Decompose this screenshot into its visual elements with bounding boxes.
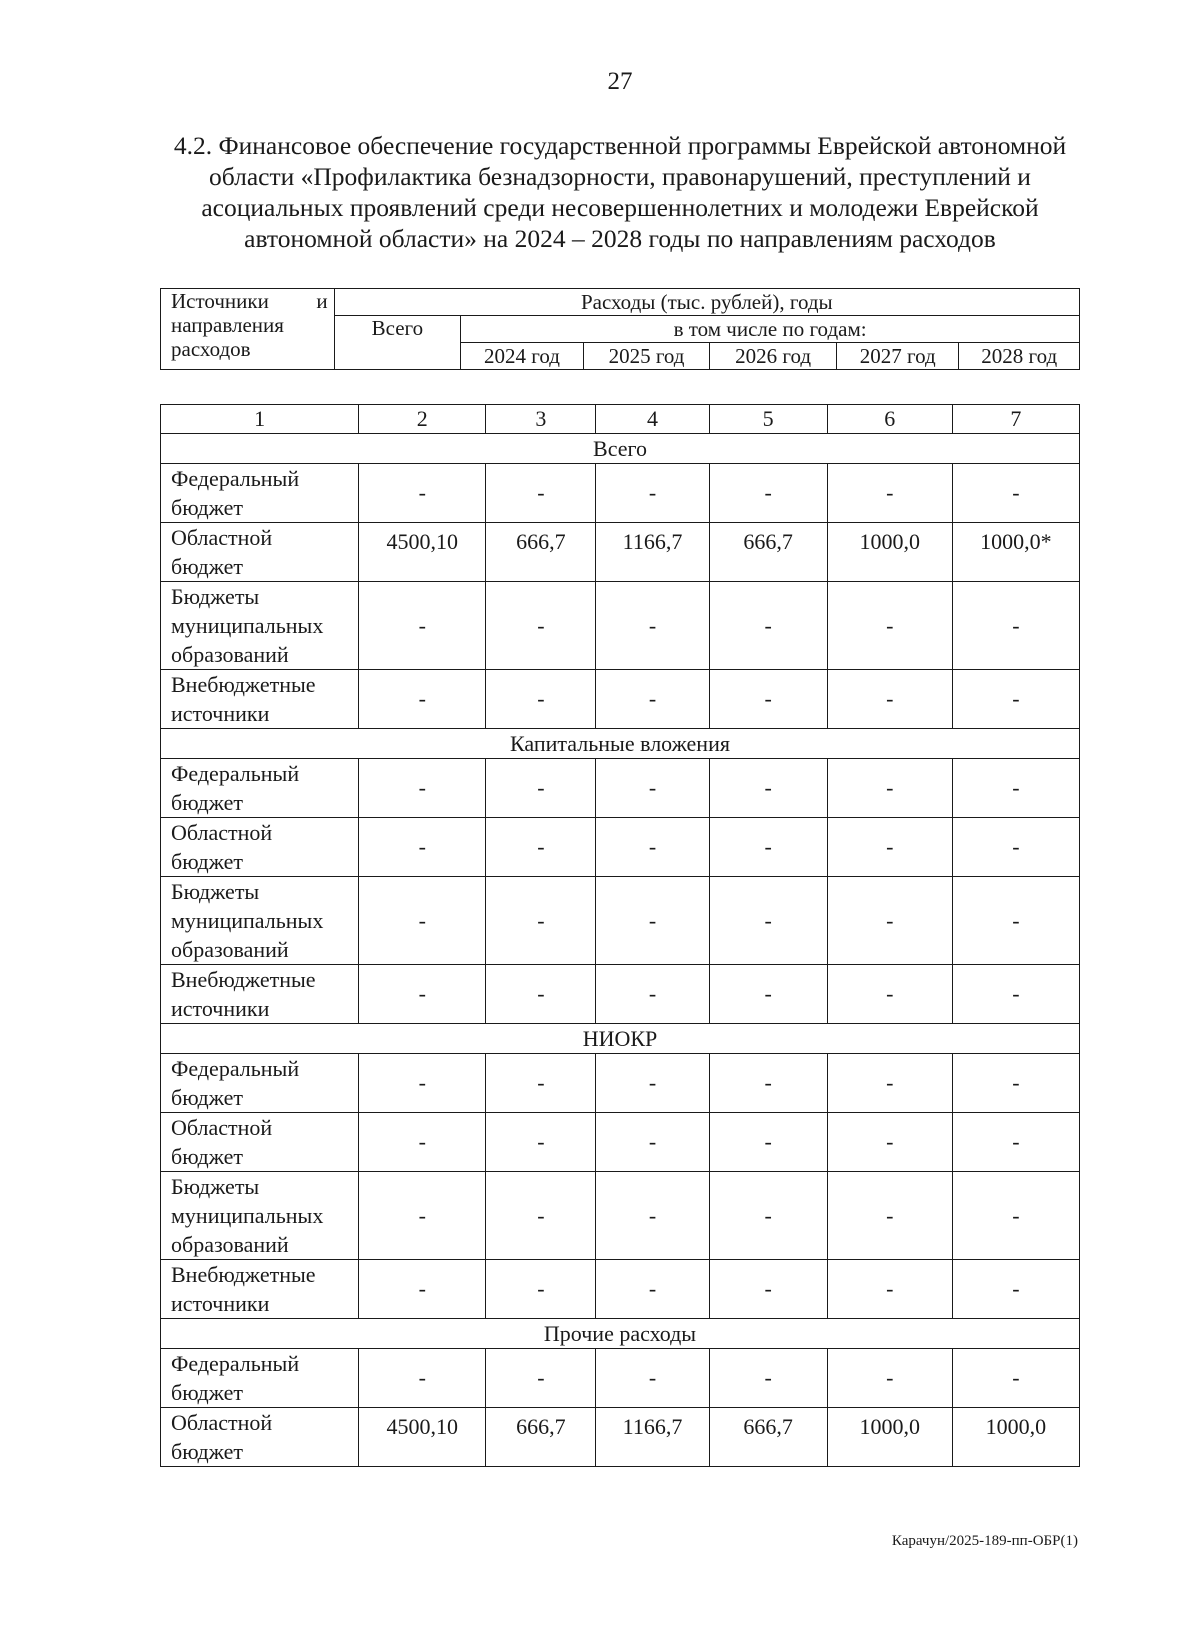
table-cell: - [952,1349,1079,1408]
row-label-line: бюджет [171,554,243,579]
table-cell: - [596,670,709,729]
sources-header-line3: расходов [171,337,251,361]
table-cell: - [359,818,486,877]
table-cell: - [486,582,596,670]
section-row [161,434,1080,464]
row-label [161,670,359,729]
table-cell: - [827,759,952,818]
row-label-line: источники [171,1291,270,1316]
table-cell: - [596,759,709,818]
row-label-line: Федеральный [171,1056,300,1081]
row-label-line: бюджет [171,849,243,874]
year-header: 2026 год [710,343,837,370]
row-label-line: бюджет [171,1085,243,1110]
section-row [161,1024,1080,1054]
column-number: 7 [952,405,1079,434]
expenses-header: Расходы (тыс. рублей), годы [334,289,1079,316]
table-cell: 1166,7 [596,523,709,582]
row-label-line: Бюджеты [171,1174,260,1199]
document-title: 4.2. Финансовое обеспечение государственной программы Еврейской автономной области «Профилактика безнадзорности, правонарушений, преступлений и асоциальных проявлений среди несовершеннолетних и молодежи Еврейской автономной области» на 2024 – 2028 годы по направлениям расходов [173,131,1067,253]
table-cell: - [952,877,1079,965]
row-label-line: образований [171,937,289,962]
table-cell: - [359,759,486,818]
row-label [161,1054,359,1113]
table-cell: - [486,818,596,877]
table-cell: - [596,818,709,877]
table-cell: 4500,10 [359,1408,486,1467]
table-cell: - [827,965,952,1024]
table-cell: - [709,1349,827,1408]
table-cell: - [952,1260,1079,1319]
year-header: 2028 год [959,343,1080,370]
row-label [161,965,359,1024]
row-label [161,1260,359,1319]
table-cell: - [596,1260,709,1319]
table-cell: - [952,464,1079,523]
table-cell: - [827,1054,952,1113]
table-cell: - [709,1054,827,1113]
table-cell: - [709,759,827,818]
row-label-line: Областной [171,1115,273,1140]
table-cell: - [486,1172,596,1260]
table-cell: - [952,582,1079,670]
table-cell: - [486,877,596,965]
table-cell: - [359,1113,486,1172]
table-cell: - [359,877,486,965]
section-row [161,1319,1080,1349]
row-label-line: муниципальных [171,1203,324,1228]
row-label-line: муниципальных [171,613,324,638]
column-number: 4 [596,405,709,434]
table-cell: - [709,1172,827,1260]
by-years-header: в том числе по годам: [461,316,1080,343]
row-label-line: источники [171,701,270,726]
row-label-line: бюджет [171,1144,243,1169]
table-row [161,1408,1080,1467]
table-cell: - [486,464,596,523]
table-cell: - [596,1349,709,1408]
sources-header-line1: Источники [171,289,269,313]
row-label [161,1408,359,1467]
table-cell: - [359,1349,486,1408]
document-code: Карачун/2025-189-пп-ОБР(1) [891,1533,1078,1549]
table-row [161,670,1080,729]
table-cell: - [827,1349,952,1408]
row-label-line: бюджет [171,1380,243,1405]
row-label-line: бюджет [171,790,243,815]
table-row [161,877,1080,965]
table-cell: 666,7 [486,1408,596,1467]
row-label-line: Федеральный [171,761,300,786]
table-cell: - [952,670,1079,729]
table-row [161,1349,1080,1408]
year-header: 2024 год [461,343,584,370]
table-cell: - [486,1349,596,1408]
row-label [161,759,359,818]
column-number: 6 [827,405,952,434]
table-cell: 1166,7 [596,1408,709,1467]
table-cell: - [359,965,486,1024]
table-cell: - [359,1054,486,1113]
table-cell: - [709,582,827,670]
sources-header-line2: направления [171,313,284,337]
section-title: Прочие расходы [161,1319,1080,1349]
table-cell: 1000,0 [952,1408,1079,1467]
column-numbers-row [161,405,1080,434]
row-label [161,1349,359,1408]
table-cell: - [486,759,596,818]
row-label-line: Бюджеты [171,879,260,904]
table-row [161,1054,1080,1113]
table-cell: - [596,582,709,670]
row-label-line: Федеральный [171,1351,300,1376]
table-cell: 1000,0 [827,523,952,582]
row-label-line: Внебюджетные [171,672,316,697]
section-title: Всего [161,434,1080,464]
row-label-line: источники [171,996,270,1021]
table-cell: - [359,670,486,729]
page-number: 27 [607,68,633,95]
year-header: 2027 год [836,343,959,370]
table-cell: - [952,965,1079,1024]
row-label [161,464,359,523]
row-label-line: бюджет [171,1439,243,1464]
table-cell: - [709,818,827,877]
table-cell: - [709,670,827,729]
table-row [161,1113,1080,1172]
sources-header-line1-tail: и [316,289,328,313]
section-title: НИОКР [161,1024,1080,1054]
table-row [161,818,1080,877]
table-cell: - [827,464,952,523]
table-cell: - [596,965,709,1024]
column-number: 5 [709,405,827,434]
financing-table [160,404,1080,1467]
table-cell: - [952,1172,1079,1260]
row-label-line: Областной [171,820,273,845]
table-cell: - [486,1260,596,1319]
row-label-line: образований [171,642,289,667]
table-row [161,1172,1080,1260]
row-label [161,523,359,582]
table-cell: - [596,464,709,523]
year-header: 2025 год [583,343,710,370]
table-cell: 1000,0* [952,523,1079,582]
section-title: Капитальные вложения [161,729,1080,759]
table-cell: 666,7 [709,523,827,582]
row-label [161,582,359,670]
column-number: 2 [359,405,486,434]
table-cell: - [359,1172,486,1260]
table-row [161,965,1080,1024]
table-cell: - [827,1113,952,1172]
table-cell: - [952,1113,1079,1172]
table-cell: 666,7 [486,523,596,582]
table-cell: - [952,1054,1079,1113]
row-label-line: Областной [171,525,273,550]
table-row [161,582,1080,670]
table-cell: - [709,464,827,523]
table-row [161,759,1080,818]
row-label-line: образований [171,1232,289,1257]
table-cell: - [709,877,827,965]
row-label-line: Внебюджетные [171,1262,316,1287]
table-cell: - [709,1113,827,1172]
row-label-line: муниципальных [171,908,324,933]
table-cell: - [486,965,596,1024]
table-cell: - [596,1113,709,1172]
row-label [161,1113,359,1172]
table-cell: - [827,818,952,877]
table-cell: - [827,1172,952,1260]
row-label-line: Федеральный [171,466,300,491]
table-header [160,288,1080,370]
table-row [161,523,1080,582]
table-cell: - [359,1260,486,1319]
table-cell: - [952,818,1079,877]
row-label [161,877,359,965]
row-label-line: Внебюджетные [171,967,316,992]
table-cell: - [486,1113,596,1172]
table-cell: - [827,877,952,965]
table-cell: 1000,0 [827,1408,952,1467]
row-label-line: Бюджеты [171,584,260,609]
row-label-line: Областной [171,1410,273,1435]
section-row [161,729,1080,759]
table-cell: - [486,670,596,729]
row-label [161,1172,359,1260]
table-cell: 4500,10 [359,523,486,582]
table-cell: - [596,1054,709,1113]
table-cell: - [596,1172,709,1260]
table-cell: - [359,582,486,670]
table-cell: - [827,582,952,670]
table-cell: - [952,759,1079,818]
table-cell: - [359,464,486,523]
table-cell: 666,7 [709,1408,827,1467]
row-label-line: бюджет [171,495,243,520]
table-cell: - [827,1260,952,1319]
table-cell: - [709,965,827,1024]
table-row [161,464,1080,523]
table-row [161,1260,1080,1319]
table-cell: - [486,1054,596,1113]
column-number: 3 [486,405,596,434]
sources-header [161,289,335,370]
table-cell: - [709,1260,827,1319]
table-cell: - [827,670,952,729]
total-header: Всего [334,316,461,370]
table-cell: - [596,877,709,965]
row-label [161,818,359,877]
column-number: 1 [161,405,359,434]
